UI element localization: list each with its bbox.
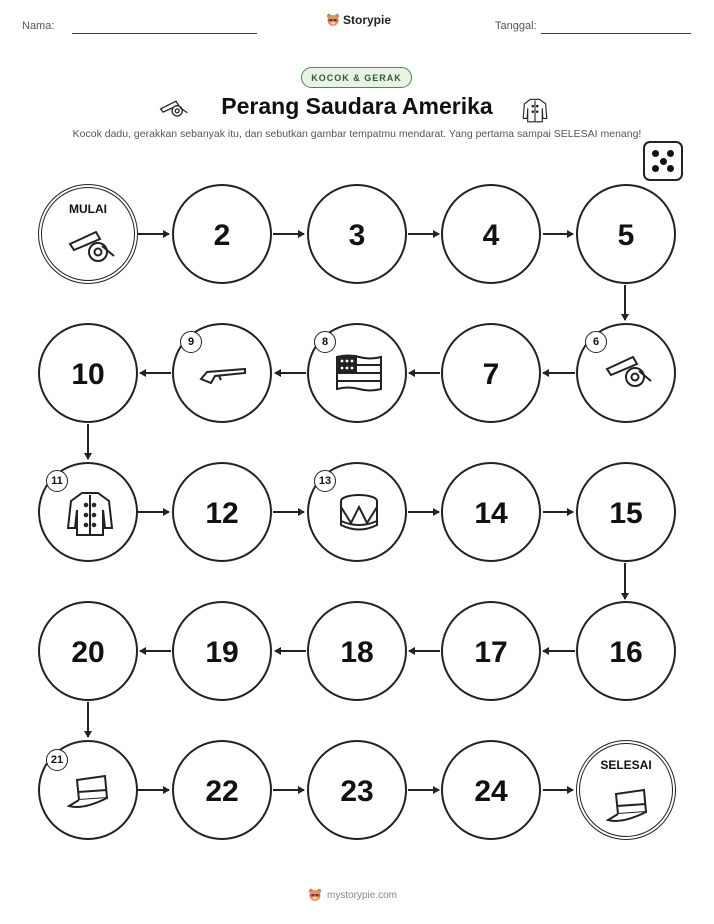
musket-icon (199, 349, 249, 399)
cell-number: 22 (205, 775, 239, 808)
cell-number-badge: 6 (585, 331, 607, 353)
board-cell-17 (441, 601, 541, 701)
board-cell-20 (38, 601, 138, 701)
cell-number-badge: 8 (314, 331, 336, 353)
cell-number: 2 (213, 219, 231, 252)
cell-number: 16 (609, 636, 643, 669)
cell-number: 19 (205, 636, 239, 669)
cell-number: 17 (474, 636, 508, 669)
cell-number: 15 (609, 497, 643, 530)
cannon-icon (66, 224, 116, 274)
board-cell-start (38, 184, 138, 284)
drum-icon (334, 488, 384, 538)
kepi-hat-icon (604, 780, 654, 830)
cell-number: 10 (71, 358, 105, 391)
bear-logo-icon (308, 888, 322, 902)
cell-number: 24 (474, 775, 508, 808)
board-cell-7 (441, 323, 541, 423)
board-cell-10 (38, 323, 138, 423)
cell-number-badge: 13 (314, 470, 336, 492)
board-cell-2 (172, 184, 272, 284)
board-cell-19 (172, 601, 272, 701)
cell-number: 7 (482, 358, 500, 391)
cell-number: 23 (340, 775, 374, 808)
cell-number: 4 (482, 219, 500, 252)
board-cell-3 (307, 184, 407, 284)
footer-url[interactable]: mystorypie.com (327, 889, 398, 901)
cell-number: 14 (474, 497, 508, 530)
instructions: Kocok dadu, gerakkan sebanyak itu, dan sebutkan gambar tempatmu mendarat. Yang pertama sampai SELESAI menang! (72, 128, 642, 140)
board-cell-24 (441, 740, 541, 840)
date-label: Tanggal: (495, 20, 537, 32)
kepi-hat-icon (65, 766, 115, 816)
board-cell-finish (576, 740, 676, 840)
finish-label: SELESAI (600, 758, 652, 772)
page-title: Perang Saudara Amerika (221, 93, 493, 119)
cell-number-badge: 21 (46, 749, 68, 771)
activity-badge: KOCOK & GERAK (301, 67, 412, 88)
flag-icon (334, 349, 384, 399)
board-cell-12 (172, 462, 272, 562)
coat-icon (65, 488, 115, 538)
footer (308, 888, 397, 902)
cell-number: 20 (71, 636, 105, 669)
board-cell-4 (441, 184, 541, 284)
cell-number: 3 (348, 219, 366, 252)
board-cell-22 (172, 740, 272, 840)
board-cell-16 (576, 601, 676, 701)
name-label: Nama: (22, 20, 55, 32)
cell-number: 18 (340, 636, 374, 669)
cannon-icon (603, 349, 653, 399)
brand-name: Storypie (343, 13, 392, 27)
cell-number: 12 (205, 497, 239, 530)
board-cell-18 (307, 601, 407, 701)
board-cell-15 (576, 462, 676, 562)
board-cell-5 (576, 184, 676, 284)
cell-number-badge: 9 (180, 331, 202, 353)
cell-number-badge: 11 (46, 470, 68, 492)
cell-number: 5 (617, 219, 635, 252)
board-cell-23 (307, 740, 407, 840)
board-cell-14 (441, 462, 541, 562)
start-label: MULAI (69, 202, 107, 216)
